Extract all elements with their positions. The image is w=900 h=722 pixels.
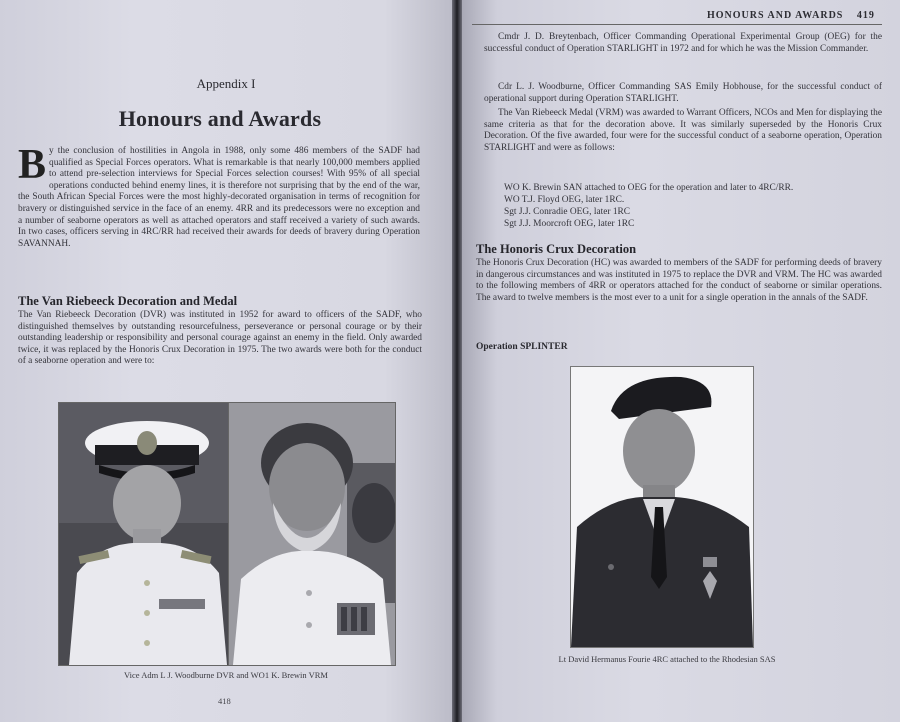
running-head-title: HONOURS AND AWARDS — [707, 10, 844, 21]
photo-warrant-officer — [228, 402, 396, 666]
photo-caption-left: Vice Adm L J. Woodburne DVR and WO1 K. Brewin VRM — [124, 670, 328, 680]
recipients-list — [504, 182, 882, 230]
list-item: WO T.J. Floyd OEG, later 1RC. — [504, 195, 625, 205]
paragraph-van-riebeeck-medal: The Van Riebeeck Medal (VRM) was awarded to Warrant Officers, NCOs and Men for displaying the same criteria as that for the decoration above. It was similarly superseded by the Honoris Crux Decoration. Of the five awarded, four were for the successful conduct of a seaborne operation, Operation STARLIGHT and were as follows: — [484, 108, 882, 153]
drop-cap: B — [18, 142, 47, 188]
section-title-honoris-crux: The Honoris Crux Decoration — [476, 242, 637, 256]
header-rule — [472, 24, 882, 25]
section-title-van-riebeeck: The Van Riebeeck Decoration and Medal — [18, 294, 238, 308]
book-gutter — [452, 0, 462, 722]
portrait-naval-officer — [59, 403, 229, 665]
paragraph-woodburne: Cdr L. J. Woodburne, Officer Commanding SAS Emily Hobhouse, for the successful conduct of operational support during Operation STARLIGHT. — [484, 82, 882, 104]
operation-label: Operation SPLINTER — [476, 342, 568, 352]
photo-lt-fourie — [570, 366, 754, 648]
photo-vice-admiral — [58, 402, 230, 666]
intro-paragraph — [18, 142, 420, 250]
intro-text: y the conclusion of hostilities in Angola in 1988, only some 486 members of the SADF had qualified as Special Forces operators. What is remarkable is that nearly 100,000 members applied to attend pre-selection interviews for Special Forces selection courses! With 95% of all special operations conducted behind enemy lines, it is therefore not surprising that by the end of the war, the South African Special Forces were the most highly-decorated organisation in terms of recognition for bravery or distinguished service in the face of an enemy. 4RR and its predecessors were no exception and a number of seaborne operators as well as attached operators and staff received a variety of such awards. In two cases, officers serving in 4RC/RR had received their awards for deeds of bravery during Operation SAVANNAH. — [18, 146, 420, 249]
page-title: Honours and Awards — [118, 106, 322, 131]
list-item: Sgt J.J. Conradie OEG, later 1RC — [504, 207, 631, 217]
list-item: WO K. Brewin SAN attached to OEG for the operation and later to 4RC/RR. — [504, 183, 794, 193]
list-item: Sgt J.J. Moorcroft OEG, later 1RC — [504, 219, 635, 229]
running-head — [707, 10, 875, 21]
portrait-army-officer — [571, 367, 753, 647]
page-number-left: 418 — [218, 696, 231, 706]
honoris-crux-text: The Honoris Crux Decoration (HC) was awarded to members of the SADF for performing deeds of bravery in dangerous circumstances and was instituted in 1975 to replace the DVR and VRM. The HC was awarded to the following members of 4RR or operators attached for the conduct of seaborne or similar operations. The award to twelve members is the most ever to a unit for a single operation in the annals of the SADF. — [476, 258, 882, 303]
right-page — [462, 0, 900, 722]
photo-caption-right: Lt David Hermanus Fourie 4RC attached to the Rhodesian SAS — [558, 654, 776, 664]
van-riebeeck-text: The Van Riebeeck Decoration (DVR) was instituted in 1952 for award to officers of the SADF, who distinguished themselves by outstanding resourcefulness, perseverance or personal courage or by their outstanding leadership or responsibility and personal courage against an enemy in the field. Only awarded twice, it was replaced by the Honoris Crux Decoration in 1975. The two awards were both for the conduct of a seaborne operation and were to: — [18, 310, 422, 367]
appendix-label: Appendix I — [196, 76, 256, 91]
portrait-bearded-man — [229, 403, 395, 665]
paragraph-breytenbach: Cmdr J. D. Breytenbach, Officer Commanding Operational Experimental Group (OEG) for the successful conduct of Operation STARLIGHT in 1972 and for which he was the Mission Commander. — [484, 32, 882, 54]
page-number-right: 419 — [856, 10, 875, 21]
